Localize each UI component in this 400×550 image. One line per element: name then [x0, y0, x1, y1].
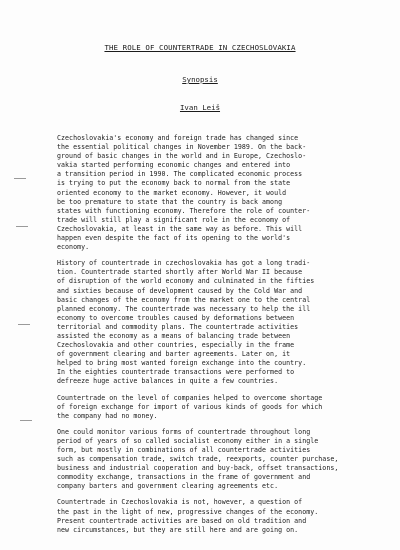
text-line: be too premature to state that the country is back among	[57, 197, 283, 206]
paragraph	[57, 428, 377, 492]
text-line: helped to bring most wanted foreign exchange into the country.	[57, 359, 307, 368]
text-line: of government clearing and barter agreements. Later on, it	[57, 350, 291, 359]
margin-mark	[20, 420, 32, 421]
text-line: territorial and commodity plans. The countertrade activities	[57, 322, 299, 331]
text-line: form, but mostly in combinations of all countertrade activities	[57, 446, 311, 454]
text-line: Czechoslovakia's economy and foreign trade has changed since	[57, 134, 299, 142]
text-line: business and industrial cooperation and buy-back, offset transactions,	[57, 464, 339, 473]
text-line: of disruption of the world economy and culminated in the fifties	[57, 277, 315, 286]
text-line: Countertrade on the level of companies helped to overcome shortage	[57, 393, 323, 402]
text-line: economy.	[57, 243, 90, 252]
text-line: planned economy. The countertrade was necessary to help the ill	[57, 304, 311, 313]
paragraph	[57, 134, 377, 252]
text-line: One could monitor various forms of countertrade throughout long	[57, 427, 311, 436]
paragraph	[57, 394, 377, 421]
text-line: and sixties because of development caused by the Cold War and	[57, 286, 303, 295]
text-line: of foreign exchange for import of various kinds of goods for which	[57, 402, 323, 411]
margin-mark	[16, 226, 28, 227]
document-author: Ivan Leiš	[179, 103, 221, 112]
document-title: THE ROLE OF COUNTERTRADE IN CZECHOSLOVAKIA	[104, 43, 296, 52]
paragraph	[57, 259, 377, 386]
document-body	[57, 134, 377, 542]
text-line: tion. Countertrade started shortly after World War II because	[57, 268, 303, 277]
document-subtitle: Synopsis	[182, 75, 218, 84]
text-line: company barters and government clearing agreements etc.	[57, 482, 279, 491]
text-line: economy to overcome troubles caused by deformations between	[57, 313, 295, 322]
text-line: basic changes of the economy from the market one to the central	[57, 295, 311, 304]
text-line: new circumstances, but they are still here and are going on.	[57, 525, 299, 534]
text-line: Countertrade in Czechoslovakia is not, however, a question of	[57, 498, 303, 507]
text-line: the past in the light of new, progressive changes of the economy.	[57, 507, 319, 516]
text-line: trade will still play a significant role in the economy of	[57, 215, 291, 224]
text-line: a transition period in 1990. The complicated economic process	[57, 170, 303, 179]
text-line: Czechoslovakia and other countries, especially in the frame	[57, 341, 295, 350]
paragraph	[57, 498, 377, 534]
text-line: defreeze huge active balances in quite a few countries.	[57, 377, 279, 386]
text-line: period of years of so called socialist economy either in a single	[57, 436, 319, 445]
text-line: Czechoslovakia, at least in the same way as before. This will	[57, 224, 303, 233]
text-line: assisted the economy as a means of balancing trade between	[57, 331, 291, 340]
text-line: oriented economy to the market economy. However, it would	[57, 188, 287, 197]
margin-mark	[18, 324, 30, 325]
text-line: ground of basic changes in the world and in Europe, Czechoslo-	[57, 152, 307, 161]
text-line: states with functioning economy. Therefore the role of counter-	[57, 206, 311, 215]
text-line: the essential political changes in November 1989. On the back-	[57, 143, 307, 152]
text-line: happen even despite the fact of its opening to the world's	[57, 234, 291, 243]
text-line: such as compensation trade, switch trade, reexports, counter purchase,	[57, 455, 339, 464]
text-line: vakia started performing economic changes and entered into	[57, 161, 291, 170]
text-line: History of countertrade in czechoslovakia has got a long tradi-	[57, 259, 311, 268]
text-line: commodity exchange, transactions in the frame of government and	[57, 473, 311, 482]
text-line: In the eighties countertrade transactions were performed to	[57, 368, 295, 377]
text-line: the company had no money.	[57, 411, 158, 420]
text-line: is trying to put the economy back to normal from the state	[57, 179, 291, 188]
text-line: Present countertrade activities are based on old tradition and	[57, 516, 307, 525]
margin-mark	[14, 178, 26, 179]
